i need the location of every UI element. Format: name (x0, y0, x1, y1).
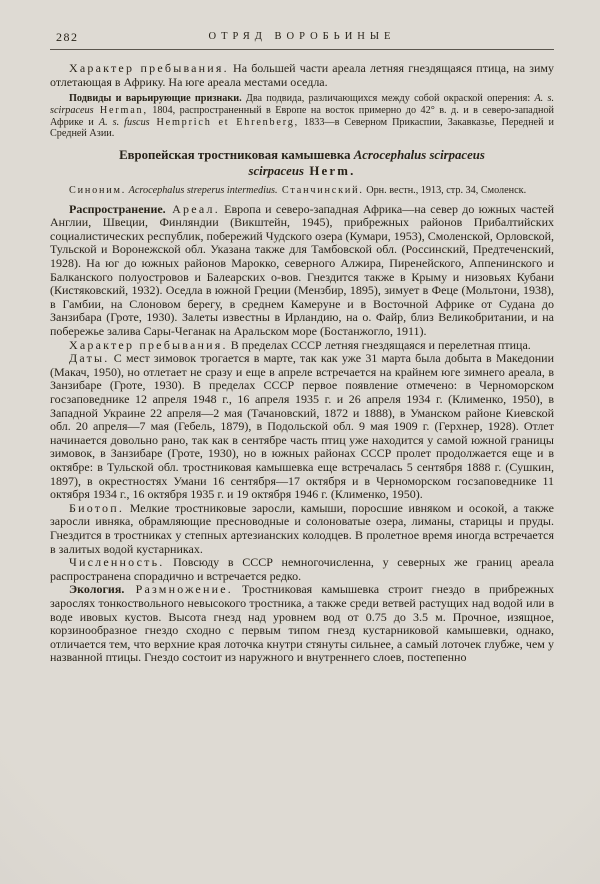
text-run-normal: 1833—в Северном Прикаспии, Закавказье, Передней и Средней Азии. (50, 116, 555, 140)
text-run-spaced: Hemprich et Ehrenberg, (149, 116, 300, 128)
text-run-normal: Европа и северо-западная Африка—на север до южных частей Англии, Швеции, Финляндии (Викштейн, 1945), прибрежных районов Прибалтийских социалистических республик, побережий Чудского озера (Кумари, 1953), Смоленской, Орловской, Тульской и Воронежской обл. Указана также для Тамбовской обл. (Россинский, Предтеченский, 1928). На юг до южных районов Марокко, северного Алжира, Пиренейского, Аппенинского и Балканского полуостровов и Балеарских о-вов. Гнездится также в Крыму и низовьях Кубани (Кистяковский, 1932). Оседла в южной Греции (Мензбир, 1895), зимует в Феце (Мольтони, 1938), в Гамбии, на Слоновом берегу, в среднем Камеруне и в Восточной Африке от Судана до Занзибара (Гроте, 1930). Залеты известны в Ирландию, на о. Файр, близ Великобритании, и на побережье залива Сары-Чеганак на Аральском море (Бостанжогло, 1911). (50, 201, 554, 339)
text-run-normal: Повсюду в СССР немногочисленна, у северных же границ ареала распространена спорадично и встречается редко. (50, 555, 554, 583)
paragraph-ecology (50, 583, 554, 665)
species-heading-line2 (248, 164, 355, 178)
text-run-normal: Орн. вестн., 1913, стр. 34, Смоленск. (363, 185, 527, 196)
paragraph-abundance (50, 556, 554, 583)
text-run-spaced: Биотоп. (69, 500, 125, 515)
text-run-spaced: Размножение. (124, 582, 233, 597)
species-heading (50, 148, 554, 179)
paragraph-stay-character-ussr (50, 339, 554, 353)
text-run-bold: Экология. (69, 582, 125, 597)
page-number: 282 (56, 30, 79, 44)
text-run-spaced: Станчинский. (277, 185, 364, 196)
text-run-spaced: Herman, (93, 104, 148, 116)
text-run-spaced: Характер пребывания. (69, 337, 228, 352)
text-run-bolditalic: scirpaceus (248, 163, 304, 178)
text-run-normal: Тростниковая камышевка строит гнездо в прибрежных зарослях тонкоствольного невысокого тростника, а также среди ветвей растущих над водой или в воде ивовых кустов. Высота гнезд над уровнем вод от 0.75 до 3.5 м. Прочное, изящное, корзинообразное гнездо сходно с первым типом гнезд кустарниковой камышевки, однако, отличается тем, что верхние края лоточка кнутри стянуты сильнее, а самый лоточек глубже, чем у названной птицы. Гнездо состоит из наружного и внутреннего слоев, постепенно (50, 582, 554, 665)
paragraph-biotope (50, 502, 554, 556)
paragraph-subspecies (50, 93, 554, 140)
page-header (50, 30, 554, 45)
header-rule (50, 49, 554, 50)
text-run-bold: Распространение. (69, 201, 166, 216)
text-run-normal: 1804, распространенный в Европе на восток примерно до 42° в. д. и в северо-западной Африке и (50, 104, 554, 128)
text-run-bold: Подвиды и варьирующие признаки. (69, 93, 242, 105)
text-run-italic: A. s. scirpaceus (50, 93, 554, 116)
text-run-bold: Европейская тростниковая камышевка (119, 148, 354, 162)
text-run-spaced: Ареал. (165, 201, 220, 216)
running-head: ОТРЯД ВОРОБЬИНЫЕ (208, 31, 396, 42)
text-run-spaced: Численность. (69, 555, 165, 570)
text-run-normal: На большей части ареала летняя гнездящаяся птица, на зиму отлетающая в Африку. На юге ареала местами оседла. (50, 61, 554, 89)
text-run-spaced: Синоним. (69, 185, 127, 196)
species-heading-line1 (119, 148, 485, 162)
text-run-italic: A. s. fuscus (98, 116, 150, 128)
text-run-spaced: Характер пребывания. (69, 61, 229, 75)
paragraph-dates (50, 352, 554, 502)
text-run-italic: Acrocephalus streperus intermedius. (126, 185, 278, 196)
text-run-normal: Два подвида, различающихся между собой окраской оперения: (241, 93, 535, 105)
text-column (50, 62, 554, 665)
paragraph-synonym (50, 185, 554, 197)
text-run-spaced: Herm. (303, 163, 356, 178)
text-run-normal: В пределах СССР летняя гнездящаяся и перелетная птица. (227, 337, 531, 352)
text-run-spaced: Даты. (69, 351, 110, 366)
text-run-normal: Мелкие тростниковые заросли, камыши, поросшие ивняком и осокой, а также заросли ивняка, обрамляющие пресноводные и солоноватые озера, лиманы, старицы и пруды. Гнездится в тростниках у степных артезианских колодцев. В пролетное время иногда встречается в залитых водой кустарниках. (50, 500, 554, 556)
paragraph-stay-character (50, 62, 554, 89)
paragraph-distribution (50, 203, 554, 339)
text-run-normal: С мест зимовок трогается в марте, так как уже 31 марта была добыта в Македонии (Макач, 1950), но отлетает не сразу и еще в апреле встречается на крайнем юге зимнего ареала, в Занзибаре (Гроте, 1930). В пределах СССР первое появление отмечено: в Черноморском госзаповеднике 12 апреля 1948 г., 16 апреля 1935 г. и 26 апреля 1934 г. (Клименко, 1950), в Западной Украине 22 апреля—2 мая (Тачановский, 1872 и 1888), в Уманском районе Киевской обл. 20 апреля—7 мая (Гебель, 1879), в Подольской обл. 9 мая 1909 г. (Герхнер, 1928). Отлет начинается довольно рано, так как в сентябре часть птиц уже находится у самой южной границы зимовок, в Занзибаре (Гроте, 1930), но в южных районах СССР пролет продолжается еще и в октябре: в Тульской обл. тростниковая камышевка еще встречалась 5 сентября 1888 г. (Сушкин, 1897), в окрестностях Умани 16 сентября—17 октября и в Черноморском госзаповеднике 11 октября 1934 г., 16 октября 1935 г. и 19 октября 1946 г. (Клименко, 1950). (50, 351, 554, 502)
text-run-bolditalic: Acrocephalus scirpaceus (353, 148, 485, 162)
